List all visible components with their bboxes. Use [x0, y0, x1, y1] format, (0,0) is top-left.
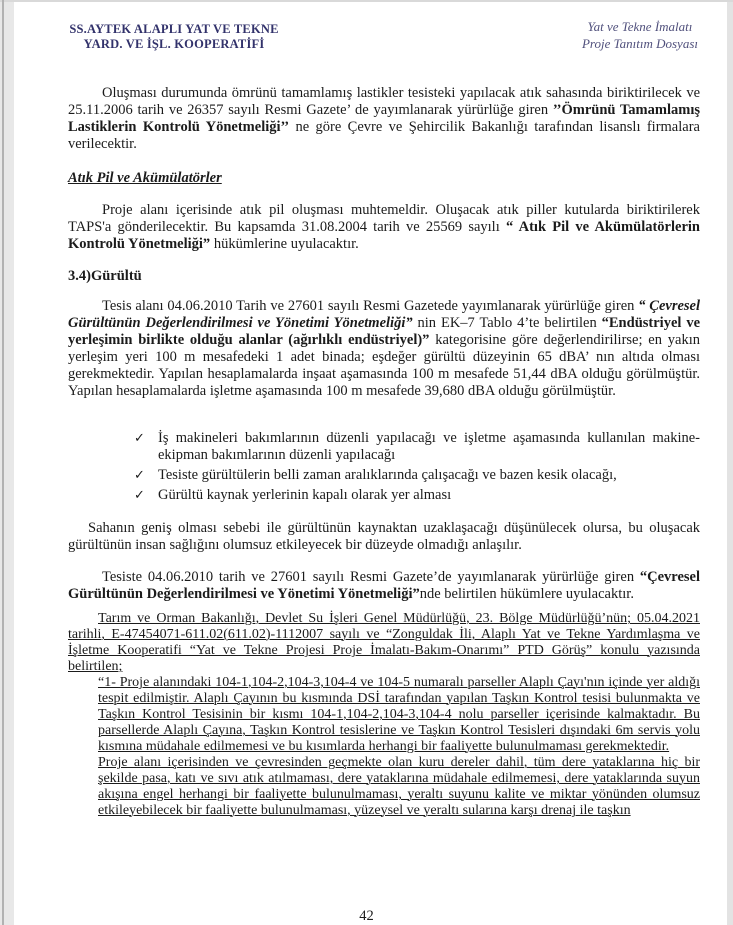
header-organization-name: [54, 22, 294, 52]
paragraph-site-size: Sahanın geniş olması sebebi ile gürültünün kaynaktan uzaklaşacağı düşünülecek olursa, bu oluşacak gürültünün insan sağlığını olumsuz etkileyecek bir düzeyde olmadığı anlaşılır.: [68, 520, 700, 553]
header-org-line2: YARD. VE İŞL. KOOPERATİFİ: [83, 37, 265, 51]
header-document-type: [582, 19, 698, 52]
header-doc-line1: Yat ve Tekne İmalatı: [587, 19, 693, 34]
paragraph-ministry-letter: Tarım ve Orman Bakanlığı, Devlet Su İşleri Genel Müdürlüğü, 23. Bölge Müdürlüğü’nün; 05.04.2021 tarihli, E-47454071-611.02(611.02)-1112007 sayılı ve “Zonguldak İli, Alaplı Yat ve Tekne Yardımlaşma ve İşletme Kooperatifi “Yat ve Tekne Projesi Proje İmalatı-Bakım-Onarımı” PTD Görüş” konulu yazısında belirtilen;: [68, 611, 700, 674]
list-item-text: İş makineleri bakımlarının düzenli yapılacağı ve işletme aşamasında kullanılan makine-ekipman bakımlarının düzenli yapılacağı: [158, 430, 700, 463]
document-page: [14, 0, 727, 925]
paragraph-noise-assessment: Tesis alanı 04.06.2010 Tarih ve 27601 sayılı Resmi Gazetede yayımlanarak yürürlüğe giren “ Çevresel Gürültünün Değerlendirilmesi ve Yönetimi Yönetmeliği” nin EK–7 Tablo 4’te belirtilen “Endüstriyel ve yerleşimin birlikte olduğu alanlar (ağırlıklı endüstriyel)” kategorisine göre değerlendirilirse; en yakın yerleşim yeri 100 m mesafedeki 1 adet binada; eşdeğer gürültü düzeyinin 65 dBA’ nın altıda olması gerekmektedir. Yapılan hesaplamalarda inşaat aşamasında 100 m mesafede 51,44 dBA olduğu görülmüştür. Yapılan hesaplamalarda işletme aşamasında 100 m mesafede 39,680 dBA olduğu görülmüştür.: [68, 298, 701, 399]
page-header: [68, 0, 700, 58]
paragraph-dsi-opinion-1: “1- Proje alanındaki 104-1,104-2,104-3,104-4 ve 104-5 numaralı parseller Alaplı Çayı'nın içinde yer aldığı tespit edilmiştir. Alaplı Çayının bu kısmında DSİ tarafından yapılan Taşkın Kontrol tesisi bulunmakta ve Taşkın Kontrol Tesisinin bir kısmı 104-1,104-2,104-3,104-4 nolu parseller içerisinde kalmaktadır. Bu parsellerde Alaplı Çayına, Taşkın Kontrol tesislerine ve Taşkın Kontrol Tesisleri dışındaki 6m servis yolu kısmına müdahale edilmemesi ve bu kısımlarda herhangi bir faaliyette bulunulmaması gerekmektedir.: [98, 675, 700, 754]
paragraph-waste-batteries: Proje alanı içerisinde atık pil oluşması muhtemeldir. Oluşacak atık piller kutularda biriktirilerek TAPS'a gönderilecektir. Bu kapsamda 31.08.2004 tarih ve 25569 sayılı “ Atık Pil ve Akümülatörlerin Kontrolü Yönetmeliği” hükümlerine uyulacaktır.: [68, 202, 700, 252]
heading-waste-batteries: Atık Pil ve Akümülatörler: [68, 170, 222, 186]
list-item: [134, 430, 700, 464]
scan-edge-top: [0, 0, 733, 2]
noise-measures-list: [134, 430, 700, 504]
check-icon: ✓: [134, 468, 145, 483]
paragraph-waste-tires: Oluşması durumunda ömrünü tamamlamış lastikler tesisteki yapılacak atık sahasında biriktirilecek ve 25.11.2006 tarih ve 26357 sayılı Resmi Gazete’ de yayımlanarak yürürlüğe giren ’’Ömrünü Tamamlamış Lastiklerin Kontrolü Yönetmeliği’’ ne göre Çevre ve Şehircilik Bakanlığı tarafından lisanslı firmalara verilecektir.: [68, 85, 700, 152]
check-icon: ✓: [134, 431, 145, 446]
check-icon: ✓: [134, 488, 145, 503]
list-item-text: Gürültü kaynak yerlerinin kapalı olarak yer alması: [158, 487, 452, 503]
scan-edge-left-line: [2, 0, 4, 925]
list-item: [134, 487, 700, 504]
paragraph-noise-regulation: Tesiste 04.06.2010 tarih ve 27601 sayılı Resmi Gazete’de yayımlanarak yürürlüğe giren “Çevresel Gürültünün Değerlendirilmesi ve Yönetimi Yönetmeliği”nde belirtilen hükümlere uyulacaktır.: [68, 569, 700, 602]
paragraph-dsi-opinion-2: Proje alanı içerisinden ve çevresinden geçmekte olan kuru dereler dahil, tüm dere yataklarına hiç bir şekilde pasa, katı ve sıvı atık atılmaması, dere yataklarına müdahale edilmemesi, dere yataklarında suyun akışına engel herhangi bir faaliyette bulunulmaması, yeraltı suyunu kalite ve miktar yönünden olumsuz etkileyebilecek bir faaliyette bulunulmaması, yüzeysel ve yeraltı sularına karşı drenaj ile taşkın: [98, 755, 700, 818]
page-number: 42: [359, 908, 374, 924]
list-item: [134, 467, 700, 484]
list-item-text: Tesiste gürültülerin belli zaman aralıklarında çalışacağı ve bazen kesik olacağı,: [158, 467, 617, 483]
header-org-line1: SS.AYTEK ALAPLI YAT VE TEKNE: [69, 22, 279, 36]
scan-edge-right: [727, 0, 733, 925]
heading-noise: 3.4)Gürültü: [68, 268, 142, 284]
header-doc-line2: Proje Tanıtım Dosyası: [581, 35, 698, 51]
